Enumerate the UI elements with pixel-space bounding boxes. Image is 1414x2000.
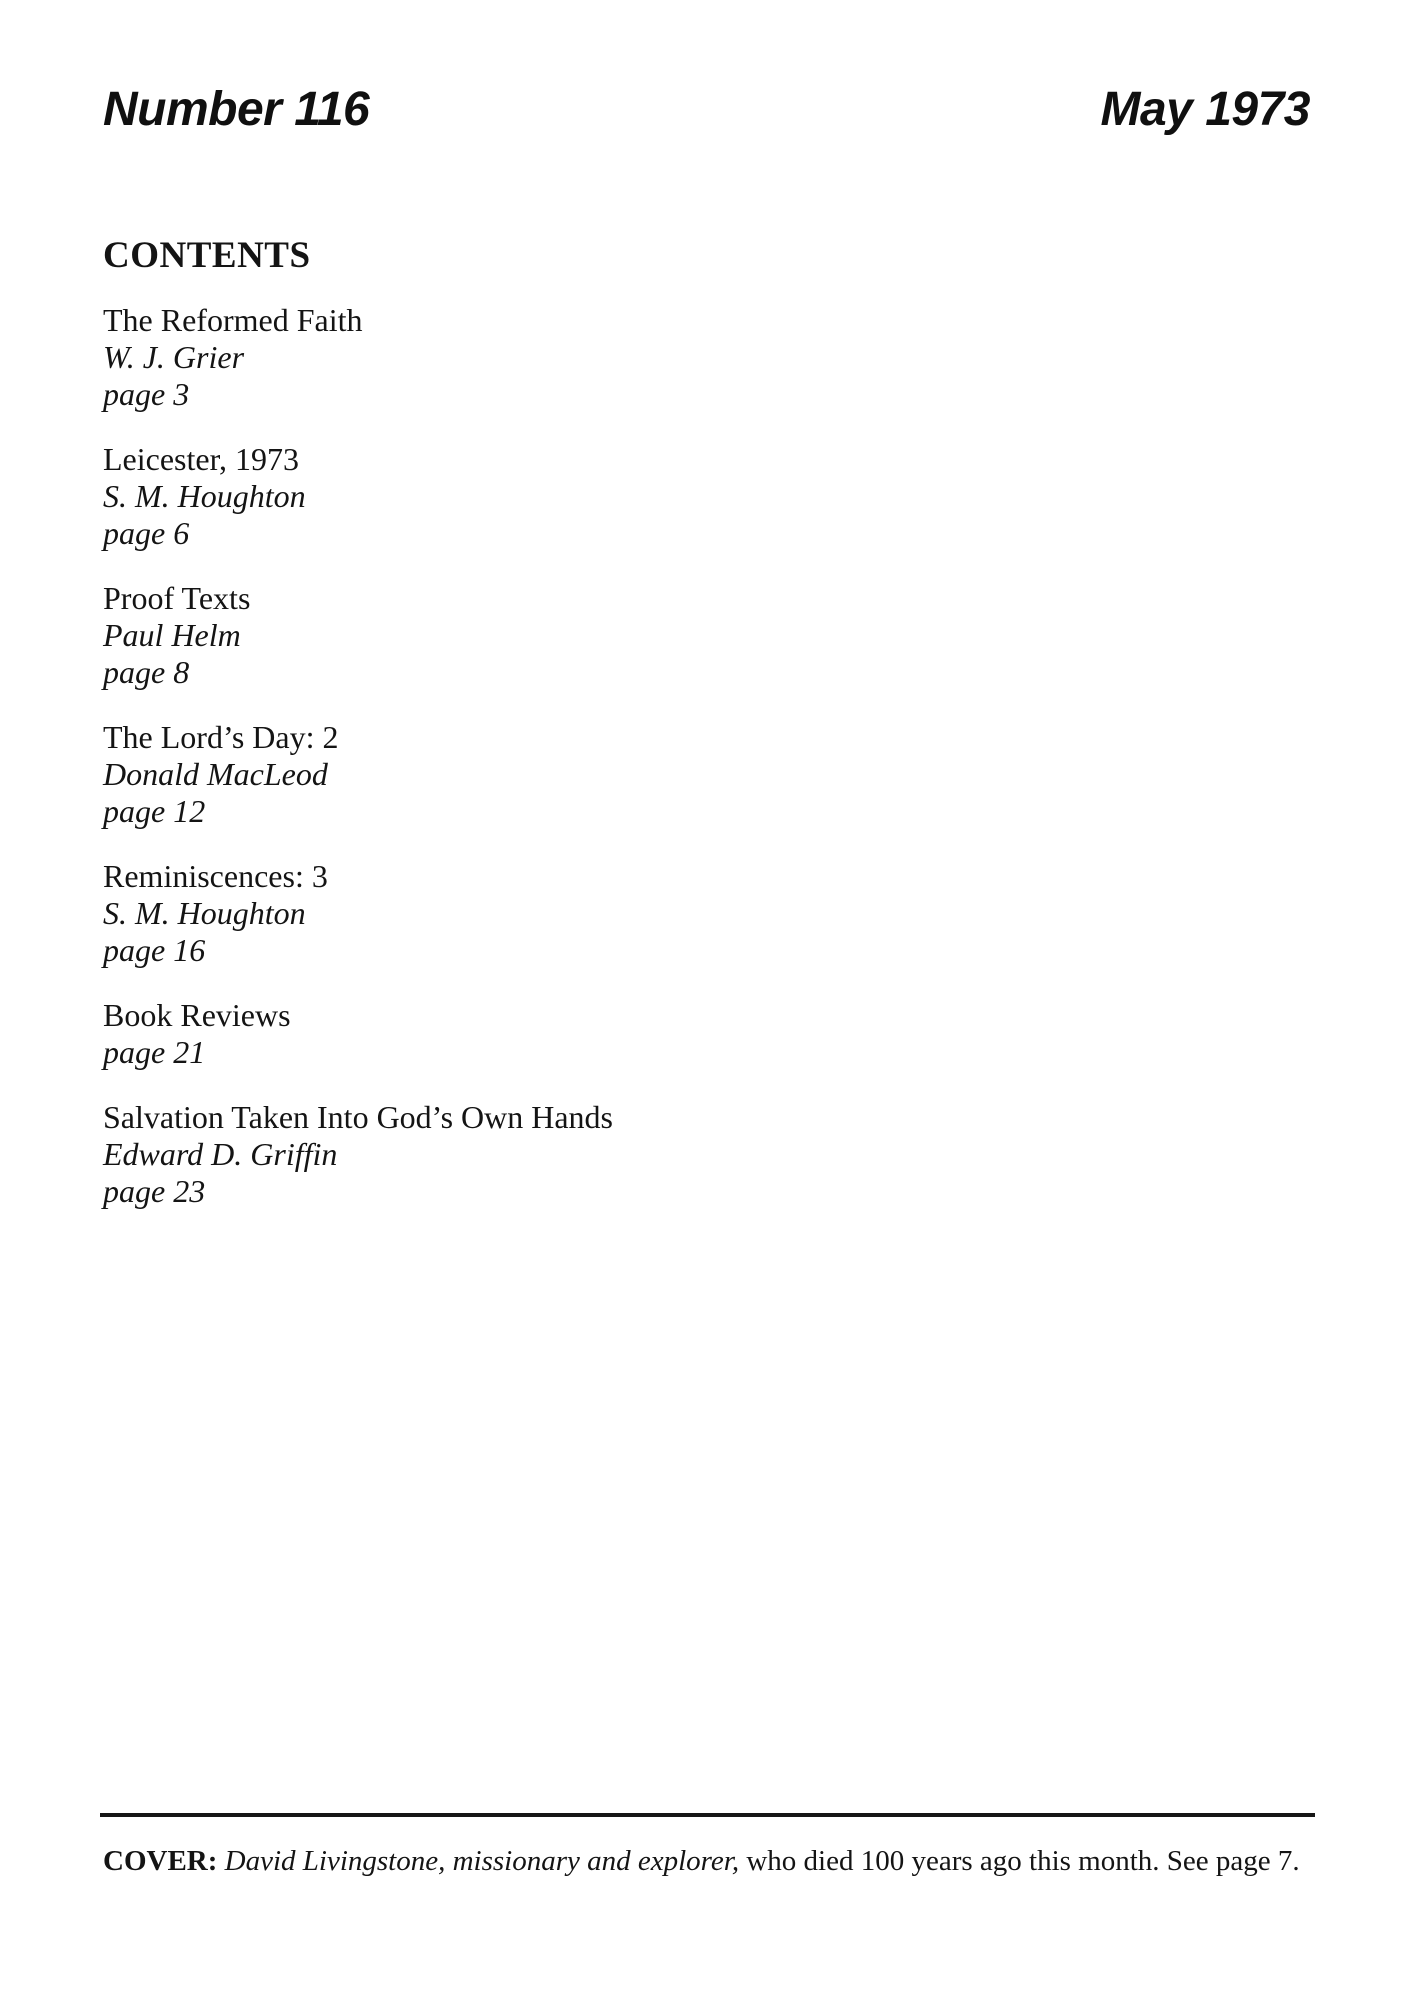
issue-date: May 1973: [1100, 83, 1310, 136]
issue-number: Number 116: [103, 83, 370, 136]
entry-title: Leicester, 1973: [103, 441, 299, 477]
entry-title: Reminiscences: 3: [103, 858, 328, 894]
entry-author: Edward D. Griffin: [103, 1136, 338, 1172]
contents-entry: [103, 580, 1310, 691]
cover-note: [103, 1843, 1315, 1879]
contents-entry: [103, 441, 1310, 552]
entry-title: The Reformed Faith: [103, 302, 363, 338]
footer-divider: [100, 1813, 1315, 1817]
masthead: [103, 83, 1310, 136]
entry-title: Salvation Taken Into God’s Own Hands: [103, 1099, 613, 1135]
contents-entry: [103, 997, 1310, 1071]
entry-title: The Lord’s Day: 2: [103, 719, 339, 755]
entry-page: page 12: [103, 793, 206, 829]
footer: [100, 1813, 1315, 1879]
entry-page: page 21: [103, 1034, 206, 1070]
contents-list: [103, 302, 1310, 1210]
cover-description-rest: who died 100 years ago this month. See page 7.: [746, 1845, 1300, 1877]
contents-entry: [103, 302, 1310, 413]
entry-author: Paul Helm: [103, 617, 241, 653]
entry-author: S. M. Houghton: [103, 478, 306, 514]
entry-page: page 16: [103, 932, 206, 968]
entry-author: W. J. Grier: [103, 339, 245, 375]
contents-heading: CONTENTS: [103, 235, 311, 276]
entry-author: Donald MacLeod: [103, 756, 328, 792]
cover-description-italic: David Livingstone, missionary and explorer,: [224, 1845, 740, 1877]
entry-title: Book Reviews: [103, 997, 291, 1033]
entry-page: page 8: [103, 654, 190, 690]
entry-author: S. M. Houghton: [103, 895, 306, 931]
contents-entry: [103, 1099, 1310, 1210]
cover-label: COVER:: [103, 1845, 218, 1877]
entry-title: Proof Texts: [103, 580, 251, 616]
entry-page: page 3: [103, 376, 190, 412]
entry-page: page 6: [103, 515, 190, 551]
entry-page: page 23: [103, 1173, 206, 1209]
contents-entry: [103, 858, 1310, 969]
contents-entry: [103, 719, 1310, 830]
